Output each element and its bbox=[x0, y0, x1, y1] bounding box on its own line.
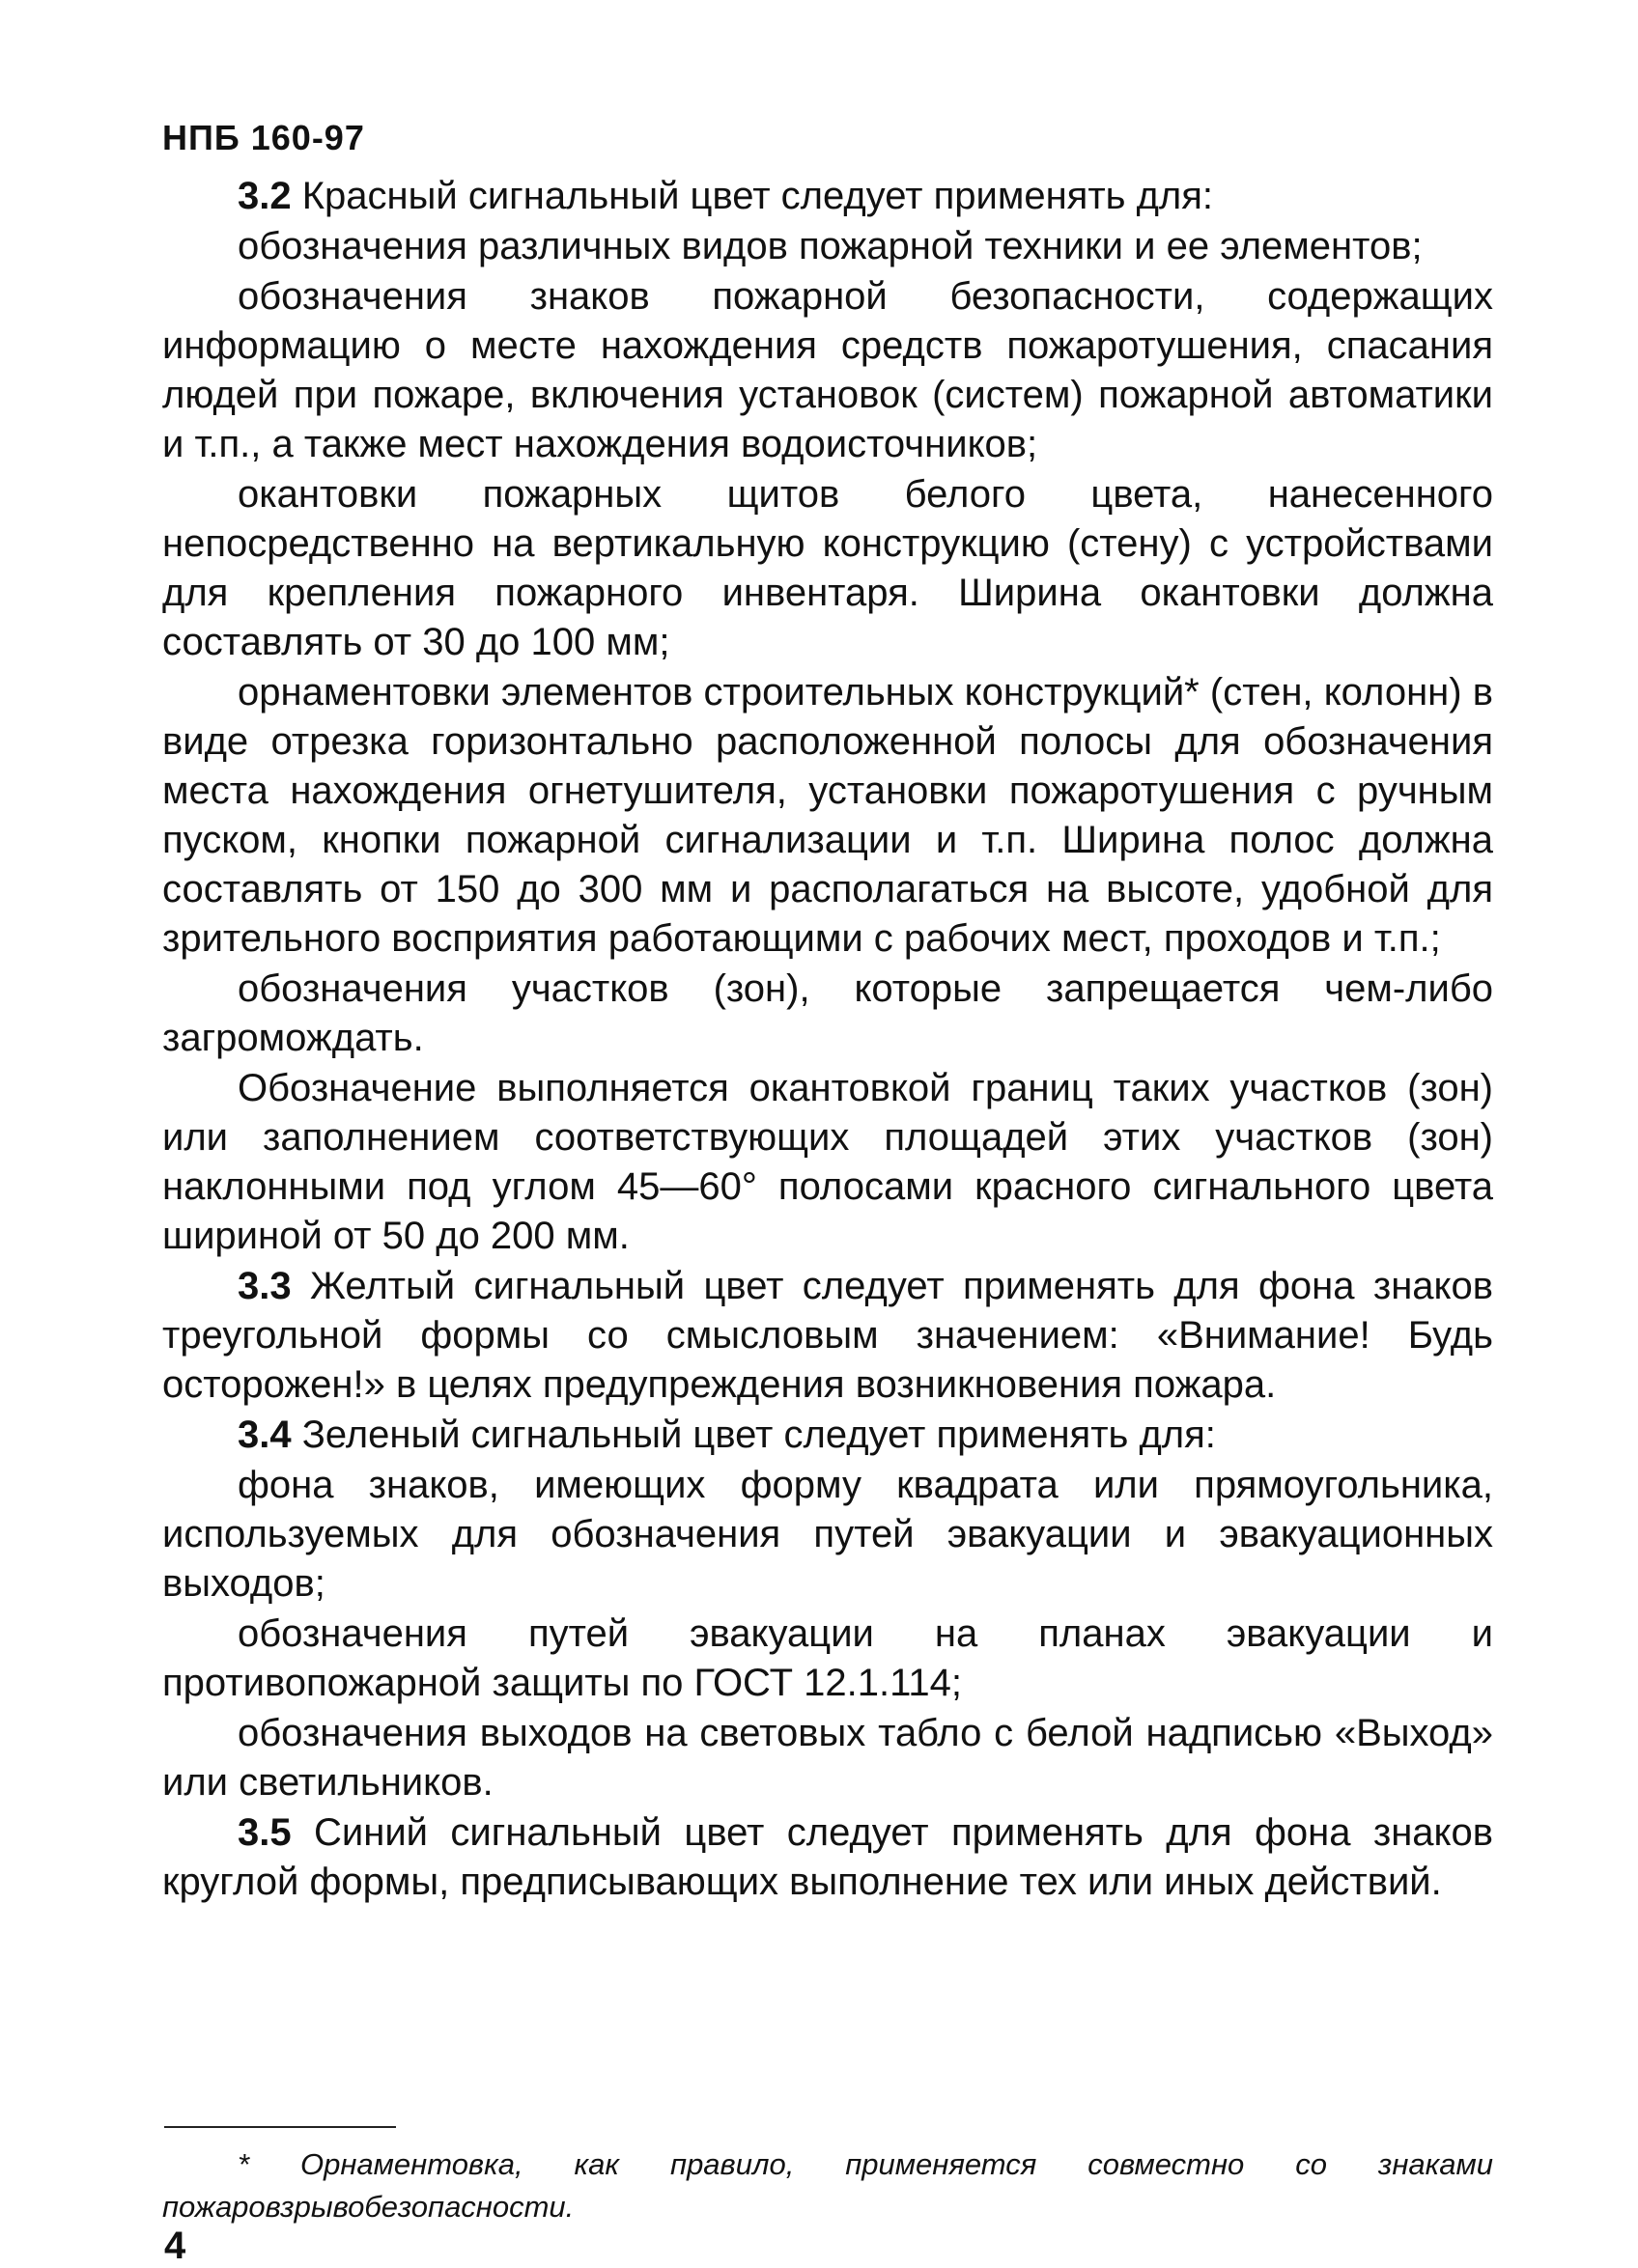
paragraph-text: Зеленый сигнальный цвет следует применять для: bbox=[291, 1414, 1216, 1456]
paragraph-text: обозначения различных видов пожарной техники и ее элементов; bbox=[238, 225, 1423, 267]
paragraph bbox=[162, 222, 1493, 271]
paragraph bbox=[162, 1709, 1493, 1807]
paragraph-text: обозначения путей эвакуации на планах эвакуации и противопожарной защиты по ГОСТ 12.1.114; bbox=[162, 1612, 1493, 1704]
document-body bbox=[162, 172, 1493, 1908]
section-number: 3.4 bbox=[238, 1414, 292, 1456]
paragraph-text: Красный сигнальный цвет следует применять для: bbox=[291, 175, 1214, 217]
paragraph-text: обозначения участков (зон), которые запрещается чем-либо загромождать. bbox=[162, 967, 1493, 1059]
paragraph-3-4 bbox=[162, 1411, 1493, 1460]
paragraph bbox=[162, 470, 1493, 667]
paragraph bbox=[162, 668, 1493, 964]
paragraph-3-3 bbox=[162, 1262, 1493, 1410]
section-number: 3.5 bbox=[238, 1811, 292, 1854]
footnote: * Орнаментовка, как правило, применяется совместно со знаками пожаровзрывобезопасности. bbox=[162, 2147, 1493, 2224]
paragraph-text: Синий сигнальный цвет следует применять для фона знаков круглой формы, предписывающих выполнение тех или иных действий. bbox=[162, 1811, 1493, 1903]
section-number: 3.2 bbox=[238, 175, 292, 217]
paragraph-text: орнаментовки элементов строительных конструкций* (стен, колонн) в виде отрезка горизонтально расположенной полосы для обозначения места нахождения огнетушителя, установки пожаротушения с ручным пуском, кнопки пожарной сигнализации и т.п. Ширина полос должна составлять от 150 до 300 мм и располагаться на высоте, удобной для зрительного восприятия работающими с рабочих мест, проходов и т.п.; bbox=[162, 671, 1493, 960]
paragraph bbox=[162, 1064, 1493, 1261]
paragraph bbox=[162, 272, 1493, 469]
paragraph-text: Обозначение выполняется окантовкой границ таких участков (зон) или заполнением соответствующих площадей этих участков (зон) наклонными под углом 45—60° полосами красного сигнального цвета шириной от 50 до 200 мм. bbox=[162, 1067, 1493, 1257]
paragraph-text: Желтый сигнальный цвет следует применять для фона знаков треугольной формы со смысловым значением: «Внимание! Будь осторожен!» в целях предупреждения возникновения пожара. bbox=[162, 1265, 1493, 1406]
paragraph-text: фона знаков, имеющих форму квадрата или прямоугольника, используемых для обозначения путей эвакуации и эвакуационных выходов; bbox=[162, 1464, 1493, 1605]
document-header: НПБ 160-97 bbox=[162, 118, 365, 157]
paragraph bbox=[162, 1461, 1493, 1609]
paragraph-3-5 bbox=[162, 1808, 1493, 1907]
paragraph-text: обозначения знаков пожарной безопасности, содержащих информацию о месте нахождения средств пожаротушения, спасания людей при пожаре, включения установок (систем) пожарной автоматики и т.п., а также мест нахождения водоисточников; bbox=[162, 275, 1493, 465]
paragraph-3-2 bbox=[162, 172, 1493, 221]
page-number: 4 bbox=[164, 2225, 186, 2267]
footnote-divider bbox=[164, 2126, 396, 2128]
paragraph-text: окантовки пожарных щитов белого цвета, нанесенного непосредственно на вертикальную конструкцию (стену) с устройствами для крепления пожарного инвентаря. Ширина окантовки должна составлять от 30 до 100 мм; bbox=[162, 473, 1493, 663]
paragraph bbox=[162, 965, 1493, 1063]
section-number: 3.3 bbox=[238, 1265, 292, 1307]
paragraph bbox=[162, 1610, 1493, 1708]
paragraph-text: обозначения выходов на световых табло с белой надписью «Выход» или светильников. bbox=[162, 1712, 1493, 1804]
